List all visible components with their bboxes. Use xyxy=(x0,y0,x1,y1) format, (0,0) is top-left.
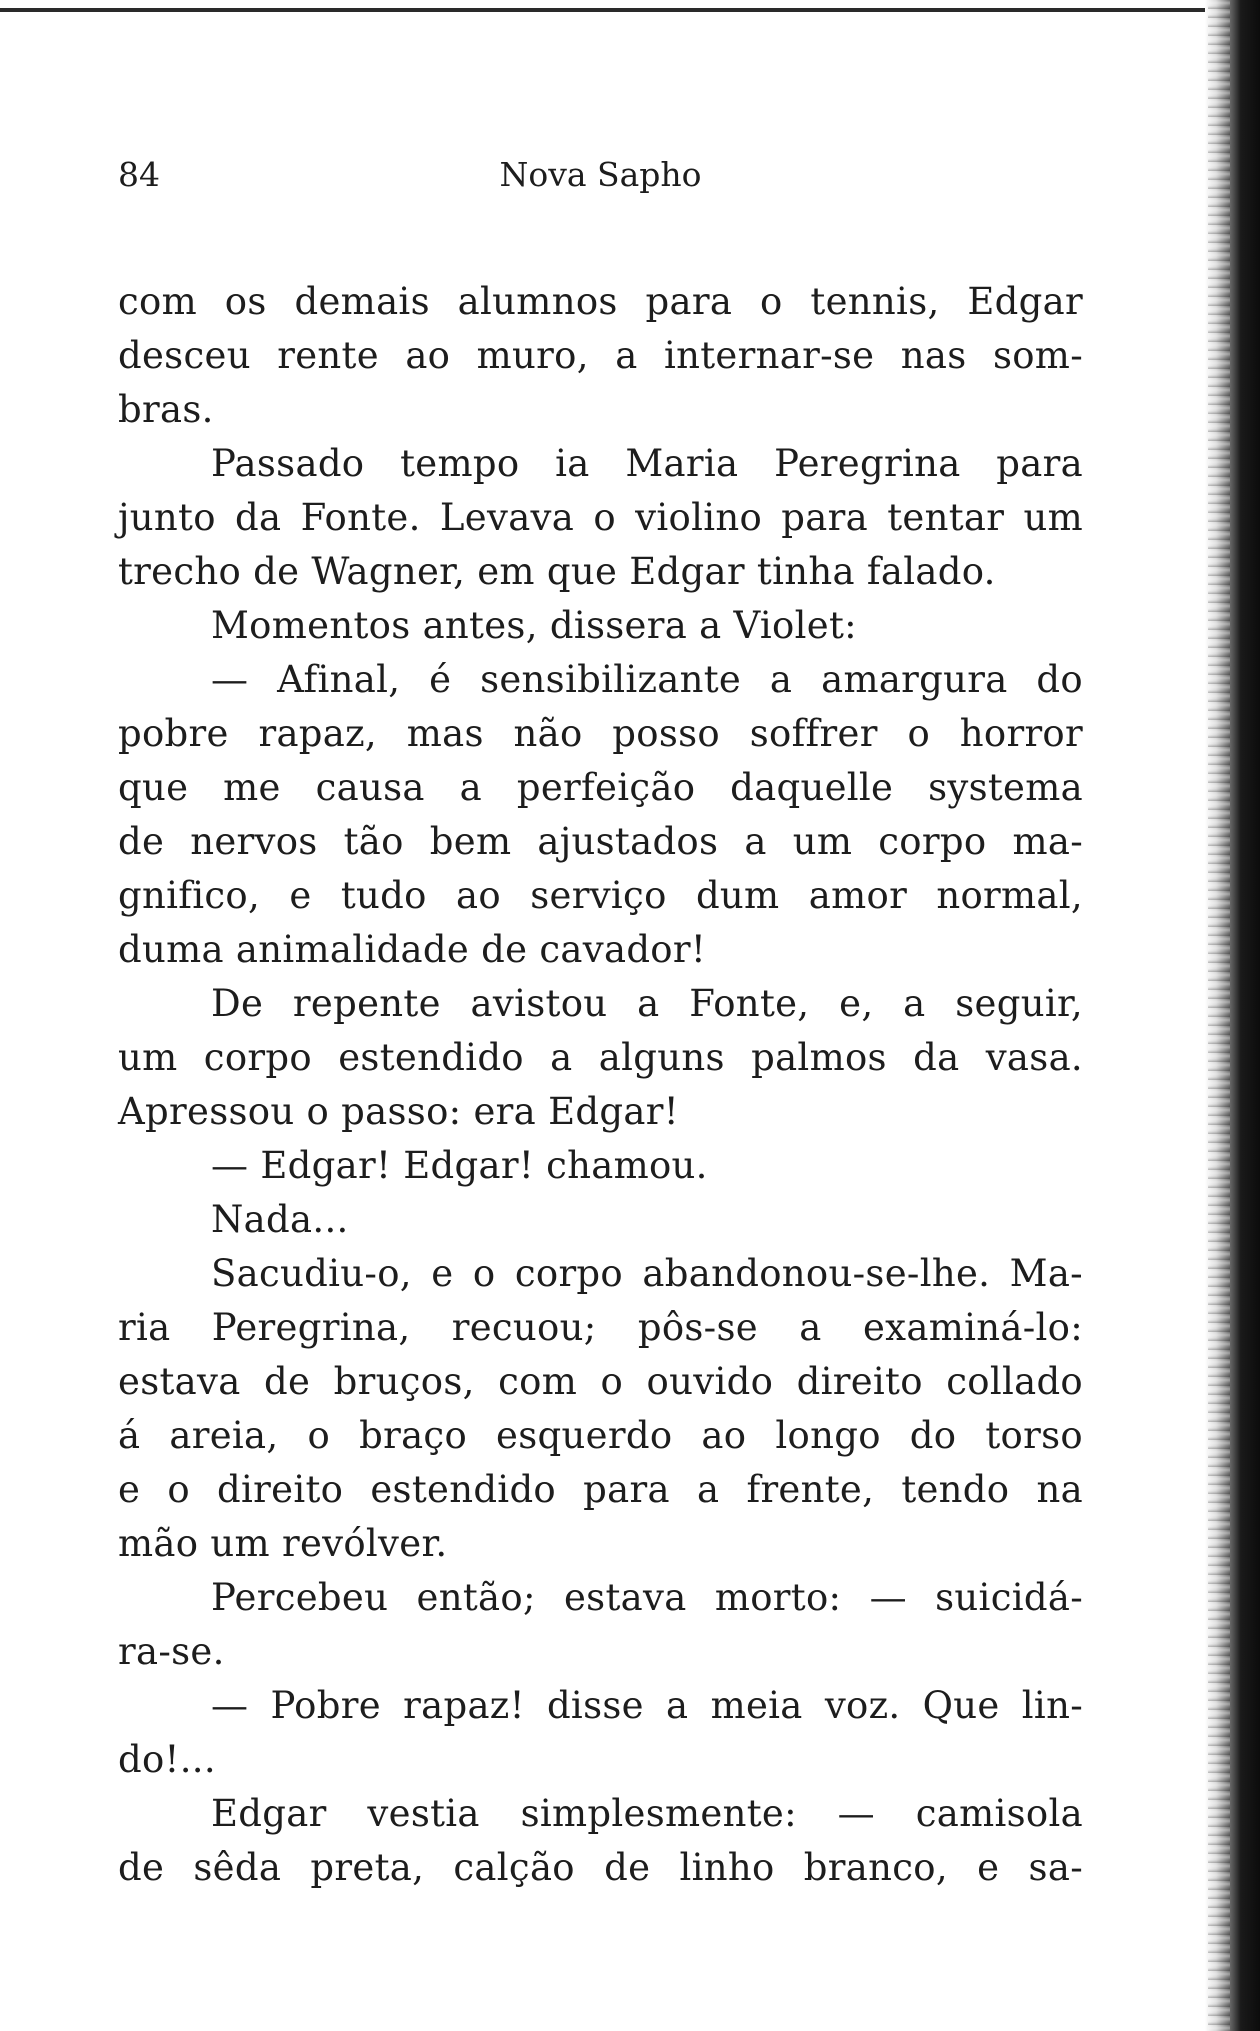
text-line: trecho de Wagner, em que Edgar tinha falado. xyxy=(118,550,996,593)
text-line: Edgar vestia simplesmente: — camisola xyxy=(211,1792,1083,1835)
book-spine-texture xyxy=(1208,0,1230,2031)
text-line: e o direito estendido para a frente, tendo na xyxy=(118,1468,1083,1511)
text-line: — Edgar! Edgar! chamou. xyxy=(211,1144,708,1187)
text-line: Passado tempo ia Maria Peregrina para xyxy=(211,442,1083,485)
text-line: duma animalidade de cavador! xyxy=(118,928,707,971)
text-line: que me causa a perfeição daquelle systema xyxy=(118,766,1083,809)
text-line: bras. xyxy=(118,388,214,431)
text-line: ria Peregrina, recuou; pôs-se a examiná-lo: xyxy=(118,1306,1083,1349)
text-line: á areia, o braço esquerdo ao longo do torso xyxy=(118,1414,1083,1457)
text-line: Percebeu então; estava morto: — suicidá- xyxy=(211,1576,1083,1619)
text-line: com os demais alumnos para o tennis, Edgar xyxy=(118,280,1083,323)
running-title: Nova Sapho xyxy=(499,155,702,194)
text-line: estava de bruços, com o ouvido direito collado xyxy=(118,1360,1083,1403)
text-line: — Afinal, é sensibilizante a amargura do xyxy=(211,658,1083,701)
text-line: Sacudiu-o, e o corpo abandonou-se-lhe. Ma- xyxy=(211,1252,1083,1295)
text-line: do!... xyxy=(118,1738,216,1781)
text-line: de nervos tão bem ajustados a um corpo ma- xyxy=(118,820,1083,863)
body-text xyxy=(118,275,1083,1895)
text-line: gnifico, e tudo ao serviço dum amor normal, xyxy=(118,874,1083,917)
text-line: Nada... xyxy=(211,1198,349,1241)
text-line: — Pobre rapaz! disse a meia voz. Que lin- xyxy=(211,1684,1083,1727)
page-number: 84 xyxy=(118,155,160,194)
text-line: Apressou o passo: era Edgar! xyxy=(118,1090,679,1133)
running-head xyxy=(118,150,1083,200)
text-line: desceu rente ao muro, a internar-se nas som- xyxy=(118,334,1083,377)
text-line: um corpo estendido a alguns palmos da vasa. xyxy=(118,1036,1083,1079)
text-line: pobre rapaz, mas não posso soffrer o horror xyxy=(118,712,1083,755)
text-line: Momentos antes, dissera a Violet: xyxy=(211,604,857,647)
text-line: mão um revólver. xyxy=(118,1522,448,1565)
top-rule xyxy=(0,8,1245,12)
text-line: de sêda preta, calção de linho branco, e sa- xyxy=(118,1846,1083,1889)
text-line: ra-se. xyxy=(118,1630,225,1673)
text-line: junto da Fonte. Levava o violino para tentar um xyxy=(118,496,1083,539)
text-line: De repente avistou a Fonte, e, a seguir, xyxy=(211,982,1083,1025)
